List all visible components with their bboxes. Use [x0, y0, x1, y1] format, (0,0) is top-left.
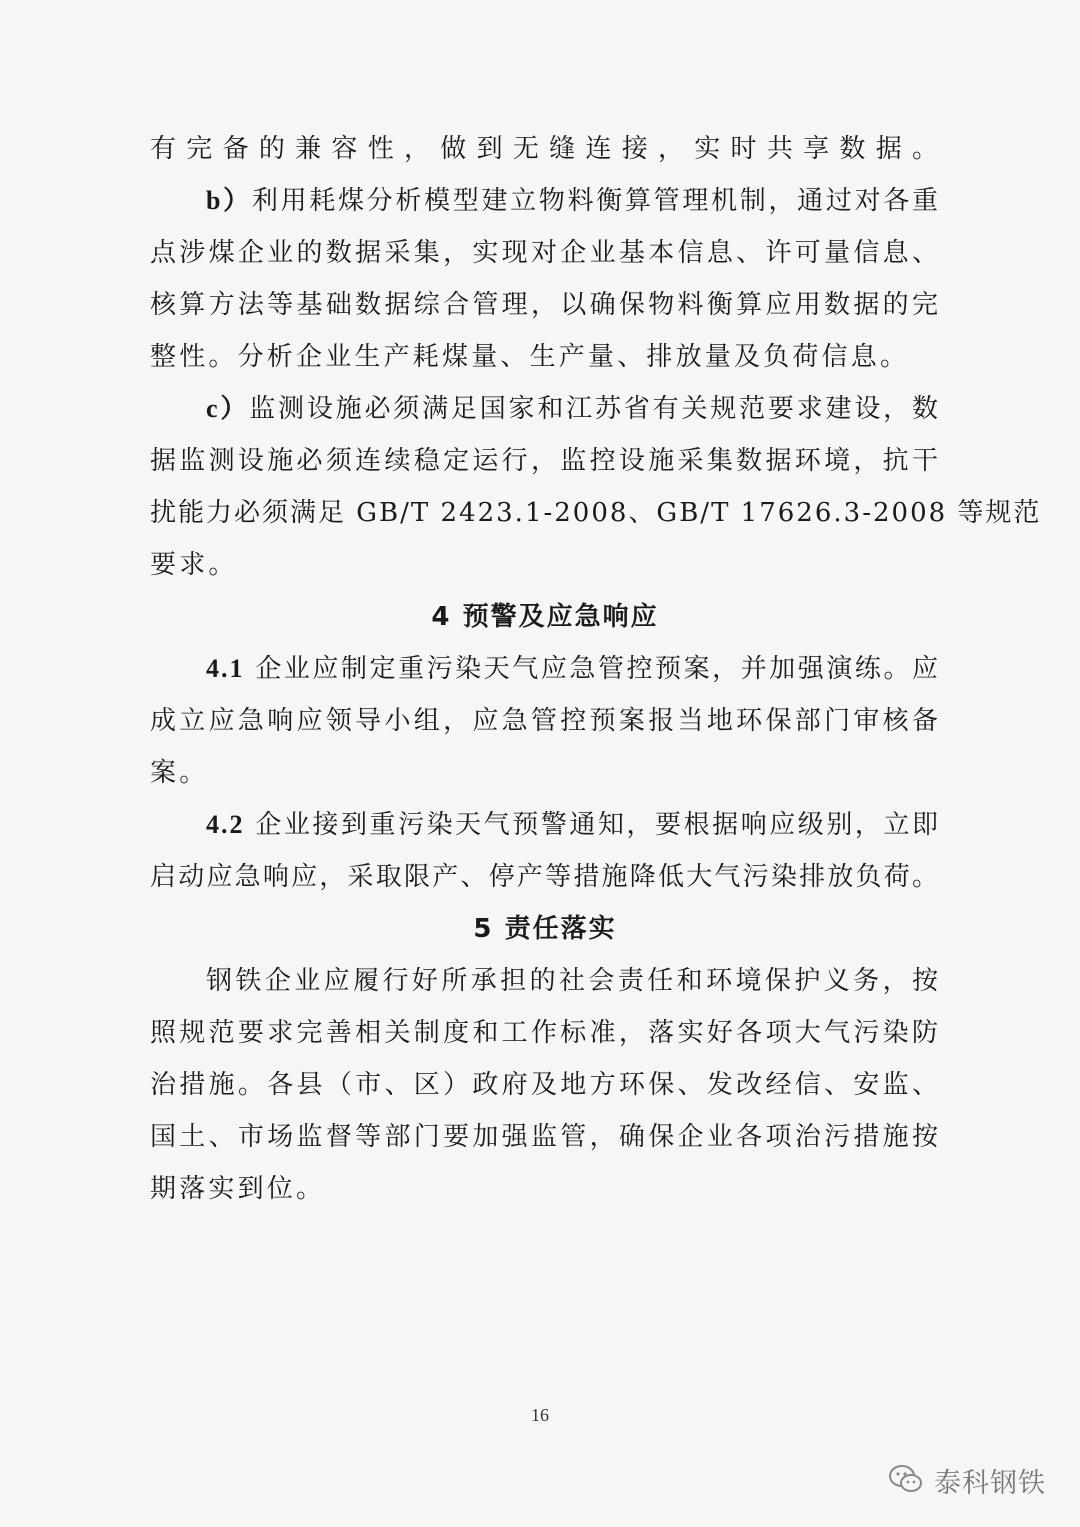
paragraph-line: 有完备的兼容性，做到无缝连接，实时共享数据。 [150, 134, 940, 164]
paragraph-item-c [150, 383, 940, 435]
watermark [888, 1458, 1046, 1502]
paragraph-line: 扰能力必须满足 GB/T 2423.1-2008、GB/T 17626.3-2008 等规范 [150, 498, 1042, 528]
paragraph-item-b [150, 175, 940, 227]
paragraph-line: 企业应制定重污染天气应急管控预案，并加强演练。应 [255, 654, 940, 684]
paragraph-line: 案。 [150, 758, 209, 788]
wechat-icon [888, 1464, 924, 1496]
paragraph-line: 据监测设施必须连续稳定运行，监控设施采集数据环境，抗干 [150, 446, 940, 476]
watermark-text: 泰科钢铁 [934, 1467, 1046, 1499]
document-body [150, 123, 1042, 1215]
section-heading-4: 4 预警及应急响应 [431, 602, 659, 632]
paragraph-line: 核算方法等基础数据综合管理，以确保物料衡算应用数据的完 [150, 290, 940, 320]
paragraph-line: 启动应急响应，采取限产、停产等措施降低大气污染排放负荷。 [150, 862, 940, 892]
item-label-c: c） [206, 394, 250, 423]
section-heading-5: 5 责任落实 [473, 914, 617, 944]
paragraph-line: 整性。分析企业生产耗煤量、生产量、排放量及负荷信息。 [150, 342, 910, 372]
section-number-4-2: 4.2 [206, 810, 245, 839]
paragraph-line: 利用耗煤分析模型建立物料衡算管理机制，通过对各重 [251, 186, 940, 216]
paragraph-line: 期落实到位。 [150, 1174, 326, 1204]
paragraph-section-4-2 [150, 799, 940, 851]
paragraph-line: 监测设施必须满足国家和江苏省有关规范要求建设，数 [249, 394, 940, 424]
paragraph-line: 要求。 [150, 550, 238, 580]
paragraph-line: 企业接到重污染天气预警通知，要根据响应级别，立即 [255, 810, 940, 840]
paragraph-line: 照规范要求完善相关制度和工作标准，落实好各项大气污染防 [150, 1018, 940, 1048]
item-label-b: b） [206, 186, 252, 215]
paragraph-section-4-1 [150, 643, 940, 695]
paragraph-line: 点涉煤企业的数据采集，实现对企业基本信息、许可量信息、 [150, 238, 940, 268]
paragraph-line: 国土、市场监督等部门要加强监管，确保企业各项治污措施按 [150, 1122, 940, 1152]
page-number: 16 [531, 1405, 549, 1425]
section-number-4-1: 4.1 [206, 654, 245, 683]
paragraph-line: 钢铁企业应履行好所承担的社会责任和环境保护义务，按 [206, 966, 940, 996]
paragraph-line: 治措施。各县（市、区）政府及地方环保、发改经信、安监、 [150, 1070, 940, 1100]
paragraph-line: 成立应急响应领导小组，应急管控预案报当地环保部门审核备 [150, 706, 940, 736]
